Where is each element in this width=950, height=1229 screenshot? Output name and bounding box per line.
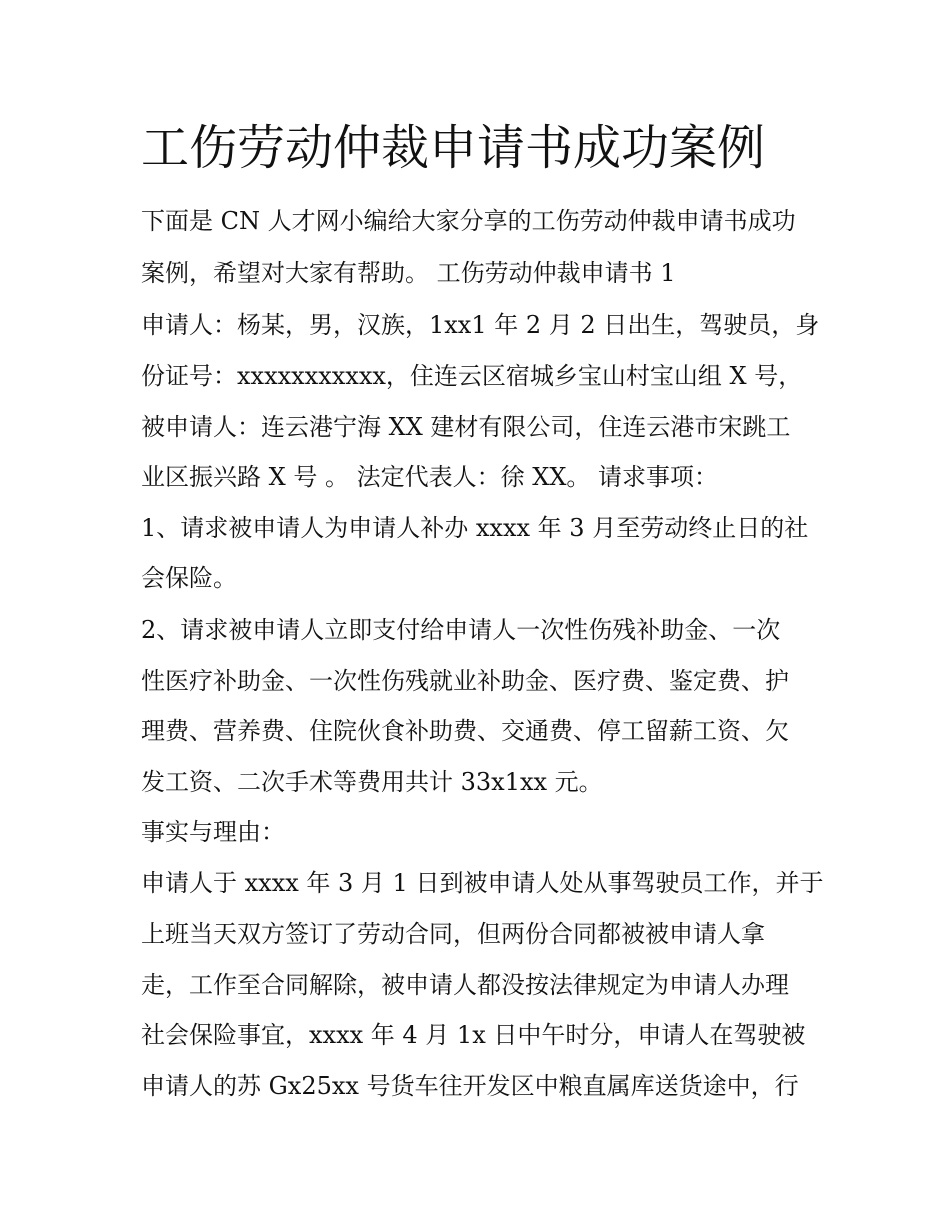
body-line: 会保险。: [141, 564, 237, 592]
document-title: 工伤劳动仲裁申请书成功案例: [141, 120, 766, 176]
body-line: 发工资、二次手术等费用共计 33x1xx 元。: [141, 768, 603, 796]
body-line: 申请人于 xxxx 年 3 月 1 日到被申请人处从事驾驶员工作，并于: [141, 869, 824, 897]
body-line: 案例，希望对大家有帮助。 工伤劳动仲裁申请书 1: [141, 259, 676, 287]
body-line: 下面是 CN 人才网小编给大家分享的工伤劳动仲裁申请书成功: [141, 207, 796, 235]
body-line: 上班当天双方签订了劳动合同，但两份合同都被被申请人拿: [141, 920, 765, 948]
body-line: 性医疗补助金、一次性伤残就业补助金、医疗费、鉴定费、护: [141, 667, 789, 695]
body-line: 申请人的苏 Gx25xx 号货车往开发区中粮直属库送货途中，行: [141, 1072, 799, 1100]
body-line: 走，工作至合同解除，被申请人都没按法律规定为申请人办理: [141, 971, 789, 999]
body-line: 事实与理由：: [141, 818, 285, 846]
body-line: 被申请人：连云港宁海 XX 建材有限公司，住连云港市宋跳工: [141, 413, 791, 441]
body-line: 份证号：xxxxxxxxxxx，住连云区宿城乡宝山村宝山组 X 号，: [141, 362, 803, 390]
body-line: 申请人：杨某，男，汉族，1xx1 年 2 月 2 日出生，驾驶员，身: [141, 311, 820, 339]
body-line: 社会保险事宜，xxxx 年 4 月 1x 日中午时分，申请人在驾驶被: [141, 1021, 806, 1049]
body-line: 1、请求被申请人为申请人补办 xxxx 年 3 月至劳动终止日的社: [141, 514, 809, 542]
body-line: 理费、营养费、住院伙食补助费、交通费、停工留薪工资、欠: [141, 717, 789, 745]
body-line: 业区振兴路 X 号 。 法定代表人：徐 XX。 请求事项：: [141, 463, 719, 491]
body-line: 2、请求被申请人立即支付给申请人一次性伤残补助金、一次: [141, 616, 781, 644]
